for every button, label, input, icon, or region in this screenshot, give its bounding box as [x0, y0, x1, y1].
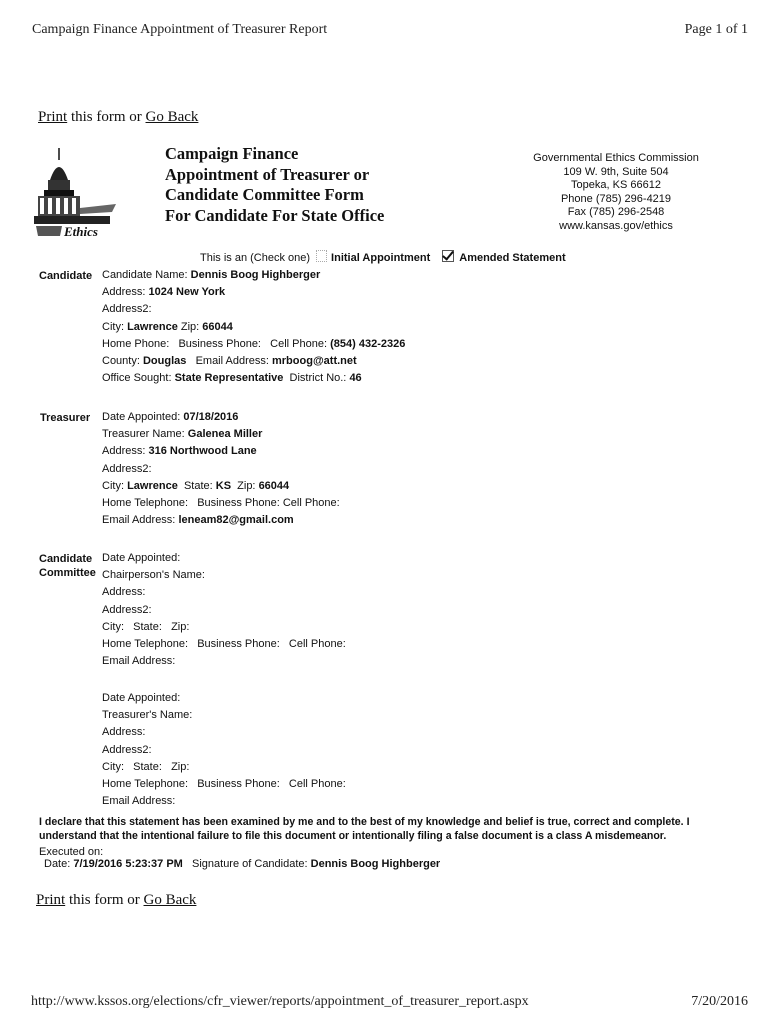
go-back-link[interactable]: Go Back — [145, 109, 199, 125]
amended-statement-checkbox[interactable] — [442, 250, 454, 262]
candidate-city: Lawrence — [127, 320, 178, 333]
committee-chair-row: Chairperson's Name: — [102, 569, 205, 582]
agency-address — [516, 152, 716, 233]
label: Home Telephone: — [102, 497, 189, 510]
execution-date: 7/19/2016 5:23:37 PM — [73, 858, 183, 870]
label: Address2: — [102, 303, 152, 316]
agency-line: 109 W. 9th, Suite 504 — [563, 165, 669, 178]
page-footer-date: 7/20/2016 — [691, 994, 748, 1009]
check-prompt: This is an (Check one) — [200, 252, 311, 264]
committee-phones-row: Home Telephone: Business Phone: Cell Phone: — [102, 638, 346, 651]
amended-statement-label: Amended Statement — [459, 252, 566, 264]
execution-row — [44, 857, 440, 871]
label: District No.: — [289, 372, 347, 385]
label: Cell Phone: — [270, 337, 328, 350]
agency-line: Phone (785) 296-4219 — [560, 192, 672, 205]
candidate-details — [102, 267, 405, 387]
committee-details — [102, 550, 346, 670]
label: Treasurer Name: — [102, 428, 185, 441]
candidate-office-row — [102, 370, 405, 387]
label: Home Phone: — [102, 337, 170, 350]
candidate-signature: Dennis Boog Highberger — [310, 858, 441, 870]
treasurer-address-row — [102, 443, 340, 460]
initial-appointment-label: Initial Appointment — [331, 252, 431, 264]
committee-treasurer-city-row: City: State: Zip: — [102, 760, 190, 773]
candidate-office: State Representative — [174, 372, 284, 385]
treasurer-email: leneam82@gmail.com — [178, 514, 294, 527]
treasurer-date-row — [102, 409, 340, 426]
candidate-address-row — [102, 284, 405, 301]
label: Zip: — [180, 320, 200, 333]
print-link[interactable]: Print — [38, 109, 68, 125]
treasurer-zip: 66044 — [258, 479, 290, 492]
label: Candidate Name: — [102, 269, 188, 281]
candidate-cell-phone: (854) 432-2326 — [330, 337, 406, 350]
label: Business Phone: — [197, 497, 280, 510]
statement-type-row — [200, 250, 566, 267]
declaration — [39, 815, 690, 843]
section-candidate: Candidate — [39, 270, 93, 282]
label: Address2: — [102, 462, 152, 475]
section-line: Committee — [39, 567, 96, 579]
treasurer-city-row — [102, 478, 340, 495]
committee-treasurer-address2-row: Address2: — [102, 743, 152, 756]
committee-address-row: Address: — [102, 586, 146, 599]
agency-line: www.kansas.gov/ethics — [559, 219, 673, 232]
candidate-address: 1024 New York — [148, 286, 226, 299]
committee-treasurer-phones-row: Home Telephone: Business Phone: Cell Phone: — [102, 778, 346, 791]
label: Office Sought: — [102, 372, 172, 385]
treasurer-details — [102, 409, 340, 529]
page-footer-url: http://www.kssos.org/elections/cfr_viewer/reports/appointment_of_treasurer_report.aspx — [31, 994, 529, 1009]
form-title-line: Appointment of Treasurer or — [165, 164, 370, 184]
form-title-line: Campaign Finance — [165, 144, 299, 163]
label: Zip: — [237, 479, 256, 492]
candidate-email: mrboog@att.net — [272, 355, 357, 368]
committee-city-row: City: State: Zip: — [102, 620, 190, 633]
committee-date-row: Date Appointed: — [102, 552, 181, 564]
label: County: — [102, 355, 140, 368]
label: Date Appointed: — [102, 411, 181, 423]
treasurer-address: 316 Northwood Lane — [148, 445, 257, 458]
treasurer-email-row — [102, 512, 340, 529]
treasurer-city: Lawrence — [127, 479, 178, 492]
go-back-link[interactable]: Go Back — [143, 892, 197, 908]
candidate-district: 46 — [349, 372, 362, 385]
section-candidate-committee — [39, 552, 96, 580]
treasurer-state: KS — [215, 479, 232, 492]
committee-email-row: Email Address: — [102, 655, 176, 668]
treasurer-address2-row — [102, 461, 340, 478]
label: Business Phone: — [178, 337, 261, 350]
candidate-city-row — [102, 319, 405, 336]
page-header-title: Campaign Finance Appointment of Treasurer Report — [32, 22, 328, 37]
committee-treasurer-details — [102, 690, 346, 810]
agency-line: Governmental Ethics Commission — [533, 152, 699, 164]
treasurer-name-row — [102, 426, 340, 443]
nav-separator: this form or — [70, 109, 142, 125]
committee-treasurer-email-row: Email Address: — [102, 795, 176, 808]
treasurer-phones-row — [102, 495, 340, 512]
form-title-line: For Candidate For State Office — [165, 205, 385, 225]
bottom-nav — [36, 892, 196, 909]
candidate-name-row — [102, 267, 405, 284]
initial-appointment-checkbox[interactable] — [316, 250, 327, 262]
top-nav — [38, 109, 198, 126]
committee-address2-row: Address2: — [102, 603, 152, 616]
form-title — [165, 144, 384, 226]
section-line: Candidate — [39, 553, 93, 565]
declaration-line: understand that the intentional failure to file this document or intentionally filing a false document is a class A misdemeanor. — [39, 830, 667, 842]
agency-line: Fax (785) 296-2548 — [567, 206, 665, 218]
candidate-phones-row — [102, 336, 405, 353]
treasurer-name: Galenea Miller — [187, 428, 263, 441]
ethics-logo — [32, 146, 122, 242]
committee-treasurer-name-row: Treasurer's Name: — [102, 709, 193, 722]
candidate-address2-row — [102, 301, 405, 318]
section-treasurer: Treasurer — [40, 412, 91, 424]
logo-text: Ethics — [64, 224, 98, 239]
committee-treasurer-date-row: Date Appointed: — [102, 692, 181, 704]
committee-treasurer-address-row: Address: — [102, 726, 146, 739]
label: Cell Phone: — [282, 497, 340, 510]
agency-line: Topeka, KS 66612 — [571, 179, 661, 191]
candidate-name: Dennis Boog Highberger — [190, 269, 321, 281]
candidate-county: Douglas — [142, 355, 187, 368]
label: Address: — [102, 286, 146, 299]
executed-on: Executed on: — [39, 846, 104, 858]
label: Signature of Candidate: — [192, 858, 308, 870]
label: Address: — [102, 445, 146, 458]
print-link[interactable]: Print — [36, 892, 66, 908]
candidate-county-row — [102, 353, 405, 370]
nav-separator: this form or — [68, 892, 140, 908]
label: State: — [183, 479, 213, 492]
label: City: — [102, 320, 124, 333]
treasurer-date: 07/18/2016 — [183, 411, 239, 423]
page-number: Page 1 of 1 — [684, 22, 748, 37]
label: Email Address: — [195, 355, 269, 368]
label: Date: — [44, 858, 71, 870]
candidate-zip: 66044 — [202, 320, 233, 333]
declaration-line: I declare that this statement has been examined by me and to the best of my knowledge and belief is true, correct and complete. I — [39, 816, 690, 828]
label: City: — [102, 479, 124, 492]
label: Email Address: — [102, 514, 176, 527]
form-title-line: Candidate Committee Form — [165, 185, 364, 204]
